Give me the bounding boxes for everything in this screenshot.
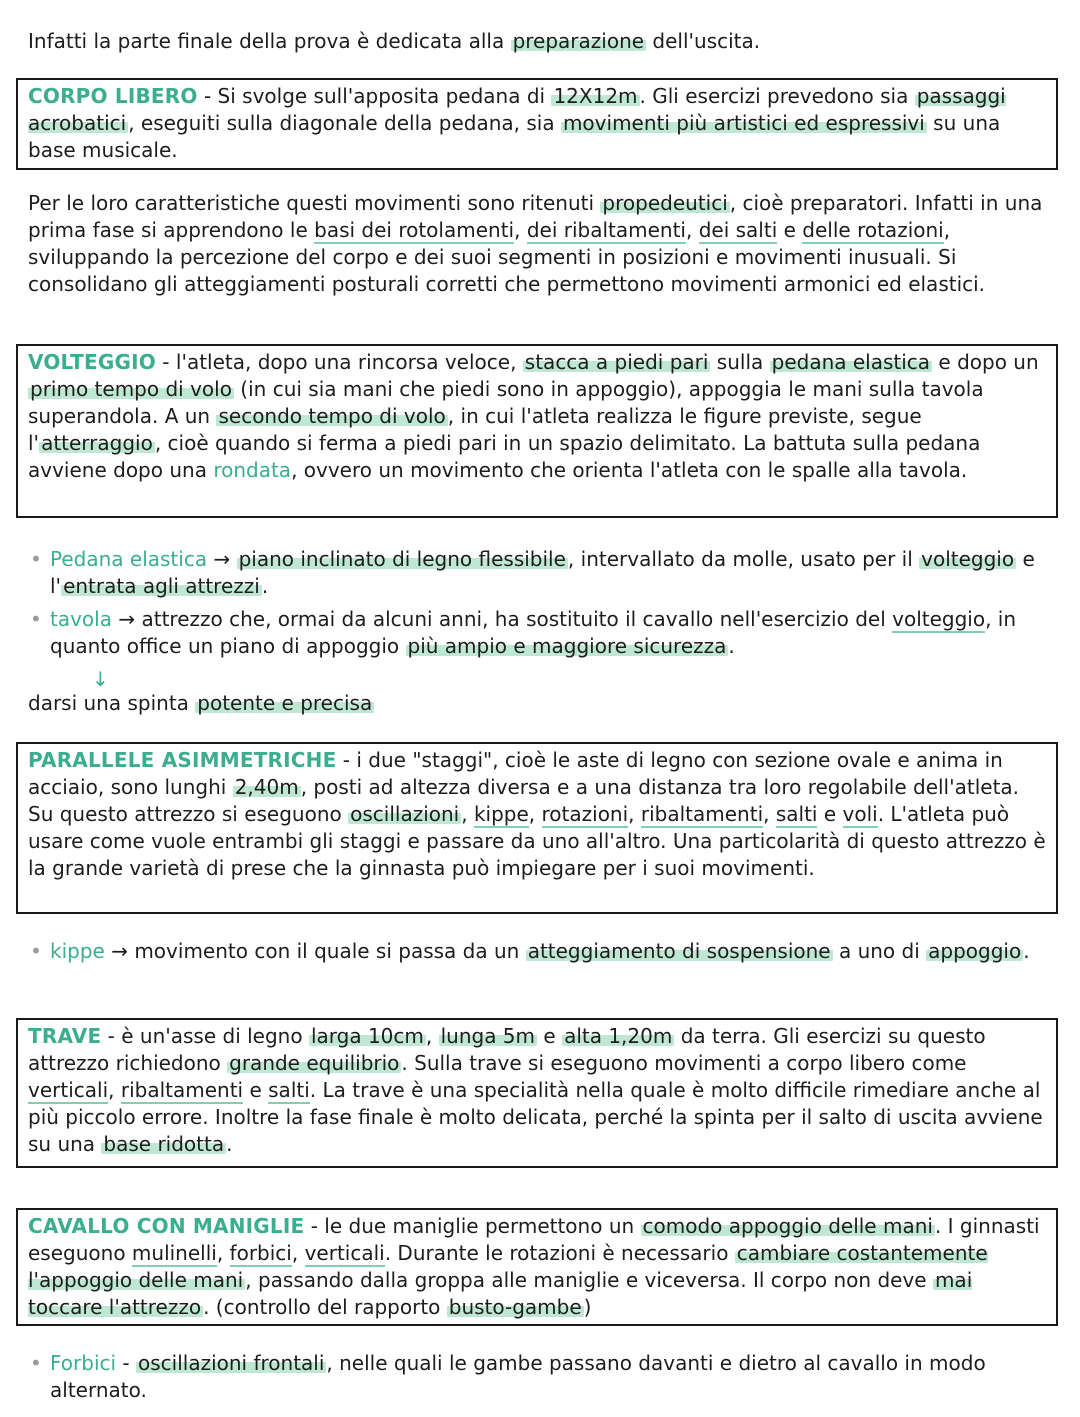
spinta-text: darsi una spinta potente e precisa — [28, 691, 373, 715]
parallele-title: PARALLELE ASIMMETRICHE — [28, 748, 337, 772]
parallele-box: PARALLELE ASIMMETRICHE - i due "staggi", cioè le aste di legno con sezione ovale e anima in acciaio, sono lunghi 2,40m , posti ad altezza diversa e a una distanza tra loro regolabile dell'atleta. Su questo attrezzo si eseguono oscillazioni , kippe, rotazioni, ribaltamenti, salti e voli. L'atleta può usare come vuole entrambi gli staggi e passare da uno all'altro. Una particolarità di questo attrezzo è la grande varietà di prese che la ginnasta può impiegare per i suoi movimenti. — [16, 742, 1058, 914]
cavallo-box: CAVALLO CON MANIGLIE - le due maniglie permettono un comodo appoggio delle mani . I ginnasti eseguono mulinelli, forbici, verticali. Durante le rotazioni è necessario cambiare costantemente l'appoggio delle mani , passando dalla groppa alle maniglie e viceversa. Il corpo non deve mai toccare l'attrezzo . (controllo del rapporto busto-gambe ) — [16, 1208, 1058, 1326]
bullet-dot-icon: • — [30, 607, 42, 631]
arrow-down-icon: ↓ — [92, 667, 109, 691]
propedeutici-paragraph: Per le loro caratteristiche questi movimenti sono ritenuti propedeutici , cioè preparatori. Infatti in una prima fase si apprendono le basi dei rotolamenti, dei ribaltamenti, dei salti e delle rotazioni, sviluppando la percezione del corpo e dei suoi segmenti in posizioni e movimenti inusuali. Si consolidano gli atteggiamenti posturali corretti che permettono movimenti armonici ed elastici. — [28, 191, 1043, 296]
corpo-libero-title: CORPO LIBERO — [28, 84, 198, 108]
corpo-libero-box: CORPO LIBERO - Si svolge sull'apposita pedana di 12X12m . Gli esercizi prevedono sia passaggi acrobatici , eseguiti sulla diagonale della pedana, sia movimenti più artistici ed espressivi su una base musicale. — [16, 78, 1058, 170]
volteggio-box: VOLTEGGIO - l'atleta, dopo una rincorsa veloce, stacca a piedi pari sulla pedana elastica e dopo un primo tempo di volo (in cui sia mani che piedi sono in appoggio), appoggia le mani sulla tavola superandola. A un secondo tempo di volo , in cui l'atleta realizza le figure previste, segue l' atterraggio , cioè quando si ferma a piedi pari in un spazio delimitato. La battuta sulla pedana avviene dopo una rondata, ovvero un movimento che orienta l'atleta con le spalle alla tavola. — [16, 344, 1058, 518]
bullet-dot-icon: • — [30, 547, 42, 571]
trave-title: TRAVE — [28, 1024, 102, 1048]
bullet-forbici: • Forbici - oscillazioni frontali , nelle quali le gambe passano davanti e dietro al cavallo in modo alternato. — [30, 1351, 986, 1402]
trave-box: TRAVE - è un'asse di legno larga 10cm , lunga 5m e alta 1,20m da terra. Gli esercizi su questo attrezzo richiedono grande equilibrio . Sulla trave si eseguono movimenti a corpo libero come verticali, ribaltamenti e salti. La trave è una specialità nella quale è molto difficile rimediare anche al più piccolo errore. Inoltre la fase finale è molto delicata, perché la spinta per il salto di uscita avviene su una base ridotta . — [16, 1018, 1058, 1168]
intro-text: Infatti la parte finale della prova è dedicata alla preparazione dell'uscita. — [28, 29, 761, 53]
bullet-dot-icon: • — [30, 1351, 42, 1375]
bullet-dot-icon: • — [30, 939, 42, 963]
volteggio-title: VOLTEGGIO — [28, 350, 156, 374]
cavallo-title: CAVALLO CON MANIGLIE — [28, 1214, 305, 1238]
bullet-tavola: • tavola → attrezzo che, ormai da alcuni anni, ha sostituito il cavallo nell'esercizio del volteggio, in quanto office un piano di appoggio più ampio e maggiore sicurezza . — [30, 607, 1017, 658]
bullet-pedana-elastica: • Pedana elastica → piano inclinato di legno flessibile , intervallato da molle, usato per il volteggio e l' entrata agli attrezzi . — [30, 547, 1035, 598]
bullet-kippe: • kippe → movimento con il quale si passa da un atteggiamento di sospensione a uno di appoggio . — [30, 939, 1030, 963]
